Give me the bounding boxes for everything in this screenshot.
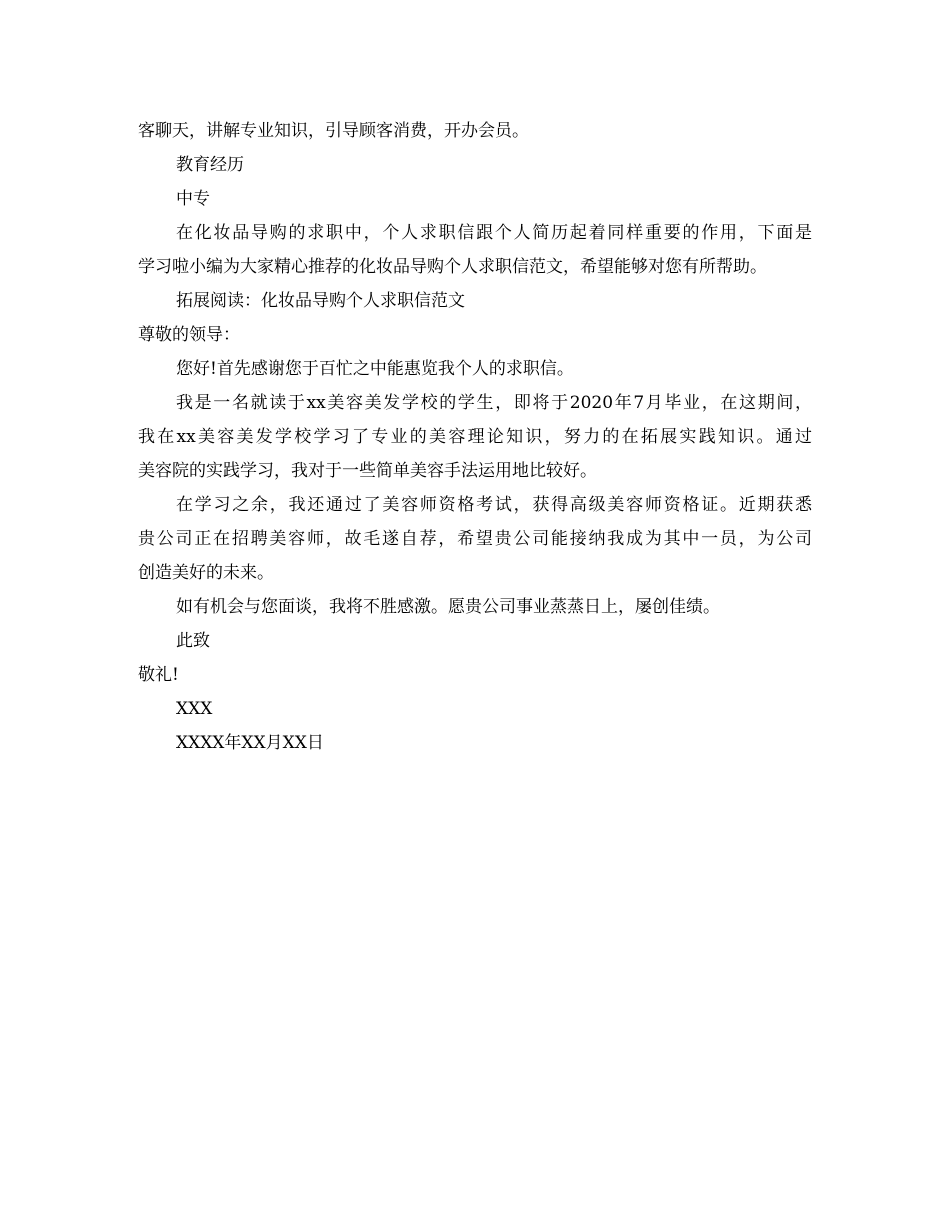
- intro-paragraph-line-1: 在化妆品导购的求职中，个人求职信跟个人简历起着同样重要的作用，下面是: [176, 223, 812, 243]
- letter-paragraph-1-line-3: 美容院的实践学习，我对于一些简单美容手法运用地比较好。: [138, 461, 597, 481]
- intro-paragraph-line-2: 学习啦小编为大家精心推荐的化妆品导购个人求职信范文，希望能够对您有所帮助。: [138, 257, 767, 277]
- letter-signature-name: XXX: [176, 699, 213, 719]
- letter-paragraph-2-line-1: 在学习之余，我还通过了美容师资格考试，获得高级美容师资格证。近期获悉: [176, 495, 812, 515]
- letter-paragraph-2-line-2: 贵公司正在招聘美容师，故毛遂自荐，希望贵公司能接纳我成为其中一员，为公司: [138, 529, 812, 549]
- letter-salutation: 尊敬的领导：: [138, 325, 240, 345]
- section-heading-education: 教育经历: [176, 155, 244, 175]
- extended-reading-title: 拓展阅读：化妆品导购个人求职信范文: [176, 291, 465, 311]
- letter-paragraph-3: 如有机会与您面谈，我将不胜感激。愿贵公司事业蒸蒸日上，屡创佳绩。: [176, 597, 720, 617]
- education-level: 中专: [176, 189, 210, 209]
- letter-regards: 敬礼!: [138, 665, 179, 685]
- letter-paragraph-2-line-3: 创造美好的未来。: [138, 563, 274, 583]
- letter-paragraph-1-line-1: 我是一名就读于xx美容美发学校的学生，即将于2020年7月毕业，在这期间，: [176, 393, 812, 413]
- letter-signature-date: XXXX年XX月XX日: [176, 733, 324, 753]
- letter-greeting: 您好!首先感谢您于百忙之中能惠览我个人的求职信。: [176, 359, 574, 379]
- letter-paragraph-1-line-2: 我在xx美容美发学校学习了专业的美容理论知识，努力的在拓展实践知识。通过: [138, 427, 812, 447]
- text-line-continuation: 客聊天，讲解专业知识，引导顾客消费，开办会员。: [138, 121, 529, 141]
- document-body: [138, 114, 838, 760]
- letter-closing: 此致: [176, 631, 210, 651]
